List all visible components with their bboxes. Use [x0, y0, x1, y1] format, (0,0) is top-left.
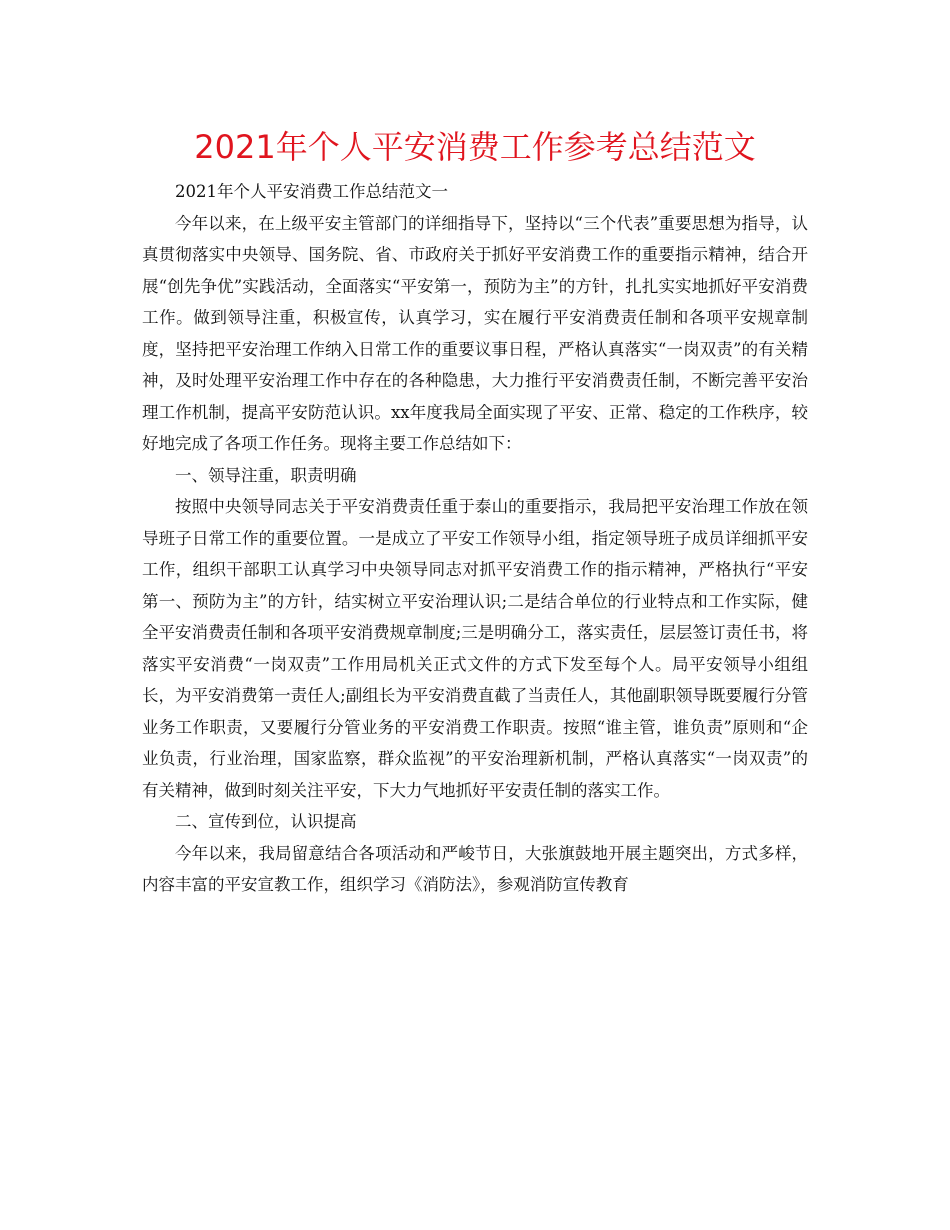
body-paragraph: 按照中央领导同志关于平安消费责任重于泰山的重要指示，我局把平安治理工作放在领导班子日常工作的重要位置。一是成立了平安工作领导小组，指定领导班子成员详细抓平安工作，组织干部职工认真学习中央领导同志对抓平安消费工作的指示精神，严格执行“平安第一、预防为主”的方针，结实树立平安治理认识;二是结合单位的行业特点和工作实际，健全平安消费责任制和各项平安消费规章制度;三是明确分工，落实责任，层层签订责任书，将落实平安消费“一岗双责”工作用局机关正式文件的方式下发至每个人。局平安领导小组组长，为平安消费第一责任人;副组长为平安消费直截了当责任人，其他副职领导既要履行分管业务工作职责，又要履行分管业务的平安消费工作职责。按照“谁主管，谁负责”原则和“企业负责，行业治理，国家监察，群众监视”的平安治理新机制，严格认真落实“一岗双责”的有关精神，做到时刻关注平安，下大力气地抓好平安责任制的落实工作。: [142, 497, 808, 800]
section-heading: 二、宣传到位，认识提高: [175, 812, 357, 831]
document-title: 2021年个人平安消费工作参考总结范文: [194, 128, 756, 166]
section-heading: 一、领导注重，职责明确: [175, 465, 357, 485]
body-paragraph: 今年以来，我局留意结合各项活动和严峻节日，大张旗鼓地开展主题突出，方式多样，内容丰富的平安宣教工作，组织学习《消防法》，参观消防宣传教育: [142, 843, 808, 894]
body-paragraph: 今年以来，在上级平安主管部门的详细指导下，坚持以“三个代表”重要思想为指导，认真贯彻落实中央领导、国务院、省、市政府关于抓好平安消费工作的重要指示精神，结合开展“创先争优”实践活动，全面落实“平安第一，预防为主”的方针，扎扎实实地抓好平安消费工作。做到领导注重，积极宣传，认真学习，实在履行平安消费责任制和各项平安规章制度，坚持把平安治理工作纳入日常工作的重要议事日程，严格认真落实“一岗双责”的有关精神，及时处理平安治理工作中存在的各种隐患，大力推行平安消费责任制，不断完善平安治理工作机制，提高平安防范认识。xx年度我局全面实现了平安、正常、稳定的工作秩序，较好地完成了各项工作任务。现将主要工作总结如下：: [142, 213, 808, 453]
document-body: [142, 176, 808, 901]
subtitle-paragraph: 2021年个人平安消费工作总结范文一: [175, 182, 448, 201]
document-page: [142, 118, 808, 901]
